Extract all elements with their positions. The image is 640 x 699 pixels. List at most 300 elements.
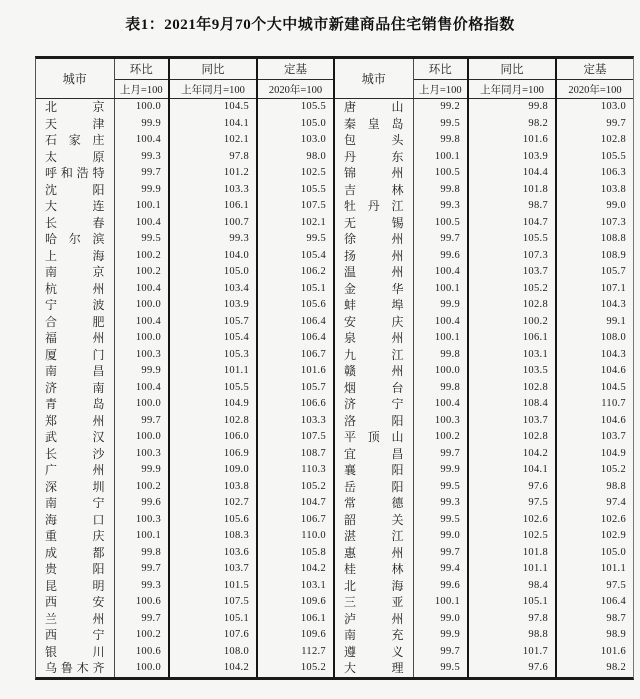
mom-value: 100.4 bbox=[413, 314, 468, 331]
base-value: 104.9 bbox=[600, 447, 626, 459]
mom-value: 100.4 bbox=[114, 380, 169, 397]
city-name: 上海 bbox=[36, 248, 114, 265]
city-name: 桂林 bbox=[335, 561, 413, 578]
city-name: 三亚 bbox=[335, 594, 413, 611]
mom-value: 100.3 bbox=[114, 512, 169, 529]
table-row bbox=[335, 446, 633, 463]
base-value: 104.7 bbox=[257, 495, 334, 512]
city-name: 南京 bbox=[36, 264, 114, 281]
mom-value: 99.9 bbox=[114, 363, 169, 380]
base-subheader: 2020年=100 bbox=[556, 80, 633, 99]
base-subheader: 2020年=100 bbox=[257, 80, 334, 99]
table-row bbox=[36, 281, 334, 298]
yoy-value: 97.6 bbox=[468, 660, 556, 677]
mom-value: 100.3 bbox=[114, 347, 169, 364]
base-value: 109.6 bbox=[257, 594, 334, 611]
mom-value: 100.6 bbox=[114, 594, 169, 611]
yoy-value: 102.5 bbox=[468, 528, 556, 545]
city-name: 银川 bbox=[36, 644, 114, 661]
table-row bbox=[335, 462, 633, 479]
yoy-value: 105.5 bbox=[468, 231, 556, 248]
city-name: 福州 bbox=[36, 330, 114, 347]
mom-value: 100.3 bbox=[413, 413, 468, 430]
base-value: 99.7 bbox=[606, 117, 626, 129]
mom-value: 99.0 bbox=[413, 528, 468, 545]
base-value: 98.9 bbox=[606, 629, 626, 640]
mom-value: 99.9 bbox=[413, 627, 468, 644]
table-row bbox=[335, 611, 633, 628]
table-row bbox=[335, 149, 633, 166]
base-value: 107.3 bbox=[600, 216, 626, 228]
base-value: 108.8 bbox=[600, 233, 626, 244]
city-name: 兰州 bbox=[36, 611, 114, 628]
base-value: 101.1 bbox=[600, 563, 626, 574]
table-row bbox=[36, 495, 334, 512]
table-row bbox=[36, 99, 334, 116]
mom-value: 100.4 bbox=[114, 281, 169, 298]
base-value: 99.0 bbox=[606, 200, 626, 211]
left-half-table bbox=[36, 59, 335, 677]
yoy-value: 106.9 bbox=[169, 446, 257, 463]
base-value: 102.1 bbox=[257, 215, 334, 232]
base-value: 106.4 bbox=[600, 596, 626, 607]
mom-value: 99.6 bbox=[413, 248, 468, 265]
yoy-value: 98.4 bbox=[468, 578, 556, 595]
city-name: 呼和浩特 bbox=[36, 165, 114, 182]
city-name: 合肥 bbox=[36, 314, 114, 331]
yoy-value: 97.5 bbox=[468, 495, 556, 512]
base-value: 110.0 bbox=[257, 528, 334, 545]
mom-value: 99.8 bbox=[413, 132, 468, 149]
table-row bbox=[36, 248, 334, 265]
city-name: 贵阳 bbox=[36, 561, 114, 578]
base-value: 102.9 bbox=[600, 530, 626, 541]
table-row bbox=[335, 594, 633, 611]
table-row bbox=[335, 363, 633, 380]
city-name: 太原 bbox=[36, 149, 114, 166]
base-value: 103.3 bbox=[257, 413, 334, 430]
city-name: 常德 bbox=[335, 495, 413, 512]
mom-value: 99.8 bbox=[413, 347, 468, 364]
mom-value: 99.0 bbox=[413, 611, 468, 628]
city-name: 金华 bbox=[335, 281, 413, 298]
yoy-value: 108.0 bbox=[169, 644, 257, 661]
mom-value: 99.3 bbox=[413, 198, 468, 215]
base-value: 108.9 bbox=[600, 249, 626, 261]
mom-value: 99.5 bbox=[413, 479, 468, 496]
base-value: 105.5 bbox=[257, 99, 334, 116]
base-value: 98.2 bbox=[606, 662, 626, 673]
city-name: 宁波 bbox=[36, 297, 114, 314]
mom-value: 100.4 bbox=[114, 132, 169, 149]
base-value: 105.7 bbox=[257, 380, 334, 397]
city-name: 南充 bbox=[335, 627, 413, 644]
city-name: 成都 bbox=[36, 545, 114, 562]
yoy-value: 108.3 bbox=[169, 528, 257, 545]
table-row bbox=[335, 132, 633, 149]
mom-value: 100.2 bbox=[413, 429, 468, 446]
table-row bbox=[335, 396, 633, 413]
yoy-column-header: 同比 bbox=[169, 59, 257, 80]
yoy-value: 103.7 bbox=[468, 413, 556, 430]
base-value: 107.1 bbox=[600, 282, 626, 294]
city-name: 南宁 bbox=[36, 495, 114, 512]
city-name: 牡丹江 bbox=[335, 198, 413, 215]
city-name: 乌鲁木齐 bbox=[36, 660, 114, 677]
base-value: 102.6 bbox=[600, 513, 626, 525]
table-row bbox=[335, 281, 633, 298]
table-row bbox=[36, 231, 334, 248]
city-name: 深圳 bbox=[36, 479, 114, 496]
city-name: 重庆 bbox=[36, 528, 114, 545]
yoy-value: 106.1 bbox=[468, 330, 556, 347]
mom-value: 99.7 bbox=[114, 611, 169, 628]
mom-value: 99.2 bbox=[413, 99, 468, 116]
mom-value: 99.8 bbox=[413, 182, 468, 199]
yoy-value: 105.2 bbox=[468, 281, 556, 298]
mom-value: 99.6 bbox=[413, 578, 468, 595]
yoy-value: 102.8 bbox=[468, 429, 556, 446]
table-row bbox=[335, 429, 633, 446]
base-value: 98.7 bbox=[606, 612, 626, 624]
mom-value: 100.0 bbox=[114, 660, 169, 677]
city-name: 唐山 bbox=[335, 99, 413, 116]
mom-value: 100.5 bbox=[413, 165, 468, 182]
mom-value: 100.0 bbox=[114, 429, 169, 446]
table-row bbox=[36, 264, 334, 281]
city-name: 包头 bbox=[335, 132, 413, 149]
table-row bbox=[335, 182, 633, 199]
table-row bbox=[335, 495, 633, 512]
yoy-value: 100.2 bbox=[468, 314, 556, 331]
mom-value: 99.5 bbox=[413, 116, 468, 133]
mom-subheader: 上月=100 bbox=[413, 80, 468, 99]
table-row bbox=[36, 165, 334, 182]
yoy-value: 104.1 bbox=[468, 462, 556, 479]
base-value: 105.2 bbox=[600, 464, 626, 475]
base-value: 110.3 bbox=[257, 462, 334, 479]
mom-value: 100.4 bbox=[413, 264, 468, 281]
base-value: 107.5 bbox=[257, 429, 334, 446]
yoy-value: 103.3 bbox=[169, 182, 257, 199]
yoy-value: 105.3 bbox=[169, 347, 257, 364]
yoy-value: 103.7 bbox=[468, 264, 556, 281]
city-name: 湛江 bbox=[335, 528, 413, 545]
city-name: 安庆 bbox=[335, 314, 413, 331]
mom-value: 99.7 bbox=[413, 231, 468, 248]
yoy-value: 103.6 bbox=[169, 545, 257, 562]
city-name: 济南 bbox=[36, 380, 114, 397]
city-column-header: 城市 bbox=[36, 59, 114, 99]
mom-value: 99.9 bbox=[114, 182, 169, 199]
base-column-header: 定基 bbox=[257, 59, 334, 80]
table-row bbox=[335, 545, 633, 562]
mom-value: 100.0 bbox=[114, 330, 169, 347]
mom-value: 99.5 bbox=[413, 512, 468, 529]
yoy-value: 105.0 bbox=[169, 264, 257, 281]
yoy-value: 105.1 bbox=[169, 611, 257, 628]
table-row bbox=[335, 264, 633, 281]
table-row bbox=[36, 297, 334, 314]
yoy-value: 104.9 bbox=[169, 396, 257, 413]
yoy-value: 98.7 bbox=[468, 198, 556, 215]
table-row bbox=[36, 578, 334, 595]
yoy-value: 104.5 bbox=[169, 99, 257, 116]
mom-value: 100.2 bbox=[114, 264, 169, 281]
mom-value: 100.6 bbox=[114, 644, 169, 661]
yoy-value: 106.1 bbox=[169, 198, 257, 215]
base-value: 105.7 bbox=[600, 266, 626, 277]
table-row bbox=[36, 446, 334, 463]
table-row bbox=[36, 363, 334, 380]
yoy-value: 99.3 bbox=[169, 231, 257, 248]
mom-value: 100.0 bbox=[114, 396, 169, 413]
mom-value: 100.1 bbox=[413, 330, 468, 347]
yoy-value: 103.5 bbox=[468, 363, 556, 380]
city-name: 青岛 bbox=[36, 396, 114, 413]
table-row bbox=[335, 380, 633, 397]
city-name: 惠州 bbox=[335, 545, 413, 562]
yoy-value: 106.0 bbox=[169, 429, 257, 446]
base-value: 105.4 bbox=[257, 248, 334, 265]
base-value: 106.3 bbox=[600, 167, 626, 178]
city-name: 温州 bbox=[335, 264, 413, 281]
city-name: 烟台 bbox=[335, 380, 413, 397]
base-value: 109.6 bbox=[257, 627, 334, 644]
city-name: 海口 bbox=[36, 512, 114, 529]
mom-value: 100.2 bbox=[114, 627, 169, 644]
city-name: 岳阳 bbox=[335, 479, 413, 496]
mom-value: 99.3 bbox=[114, 149, 169, 166]
base-value: 97.4 bbox=[606, 497, 626, 508]
base-value: 108.0 bbox=[600, 332, 626, 343]
base-value: 105.5 bbox=[257, 182, 334, 199]
right-half-table bbox=[335, 59, 633, 677]
yoy-value: 104.7 bbox=[468, 215, 556, 232]
mom-value: 100.1 bbox=[413, 149, 468, 166]
table-row bbox=[335, 116, 633, 133]
table-row bbox=[36, 182, 334, 199]
city-name: 厦门 bbox=[36, 347, 114, 364]
city-name: 襄阳 bbox=[335, 462, 413, 479]
table-row bbox=[36, 132, 334, 149]
yoy-value: 97.8 bbox=[468, 611, 556, 628]
table-row bbox=[36, 594, 334, 611]
yoy-value: 109.0 bbox=[169, 462, 257, 479]
city-name: 洛阳 bbox=[335, 413, 413, 430]
table-row bbox=[36, 561, 334, 578]
yoy-value: 103.4 bbox=[169, 281, 257, 298]
city-name: 广州 bbox=[36, 462, 114, 479]
city-name: 长沙 bbox=[36, 446, 114, 463]
yoy-value: 104.1 bbox=[169, 116, 257, 133]
city-name: 天津 bbox=[36, 116, 114, 133]
mom-column-header: 环比 bbox=[114, 59, 169, 80]
table-row bbox=[335, 165, 633, 182]
mom-value: 100.1 bbox=[413, 281, 468, 298]
city-name: 郑州 bbox=[36, 413, 114, 430]
table-row bbox=[335, 297, 633, 314]
base-value: 102.8 bbox=[600, 134, 626, 145]
base-value: 102.5 bbox=[257, 165, 334, 182]
table-row bbox=[335, 215, 633, 232]
right-table-body bbox=[335, 99, 633, 677]
table-row bbox=[36, 644, 334, 661]
yoy-value: 105.4 bbox=[169, 330, 257, 347]
table-row bbox=[36, 611, 334, 628]
city-name: 南昌 bbox=[36, 363, 114, 380]
mom-value: 99.5 bbox=[413, 660, 468, 677]
mom-value: 99.9 bbox=[413, 462, 468, 479]
base-value: 106.7 bbox=[257, 347, 334, 364]
city-name: 泉州 bbox=[335, 330, 413, 347]
city-name: 扬州 bbox=[335, 248, 413, 265]
city-name: 杭州 bbox=[36, 281, 114, 298]
city-name: 九江 bbox=[335, 347, 413, 364]
base-value: 106.4 bbox=[257, 314, 334, 331]
yoy-value: 101.8 bbox=[468, 545, 556, 562]
city-name: 济宁 bbox=[335, 396, 413, 413]
base-value: 105.5 bbox=[600, 150, 626, 162]
table-row bbox=[335, 248, 633, 265]
yoy-value: 98.2 bbox=[468, 116, 556, 133]
city-name: 沈阳 bbox=[36, 182, 114, 199]
city-name: 吉林 bbox=[335, 182, 413, 199]
table-row bbox=[36, 627, 334, 644]
table-row bbox=[335, 644, 633, 661]
city-name: 遵义 bbox=[335, 644, 413, 661]
yoy-value: 101.1 bbox=[169, 363, 257, 380]
base-value: 101.6 bbox=[257, 363, 334, 380]
yoy-value: 107.6 bbox=[169, 627, 257, 644]
city-name: 长春 bbox=[36, 215, 114, 232]
mom-value: 100.0 bbox=[114, 297, 169, 314]
table-row bbox=[335, 347, 633, 364]
yoy-value: 105.6 bbox=[169, 512, 257, 529]
yoy-value: 103.8 bbox=[169, 479, 257, 496]
city-name: 武汉 bbox=[36, 429, 114, 446]
base-value: 104.2 bbox=[257, 561, 334, 578]
city-name: 宜昌 bbox=[335, 446, 413, 463]
table-row bbox=[36, 429, 334, 446]
mom-value: 100.4 bbox=[114, 314, 169, 331]
city-name: 哈尔滨 bbox=[36, 231, 114, 248]
city-name: 泸州 bbox=[335, 611, 413, 628]
yoy-value: 107.5 bbox=[169, 594, 257, 611]
base-value: 98.8 bbox=[606, 480, 626, 492]
base-value: 103.0 bbox=[257, 132, 334, 149]
city-name: 韶关 bbox=[335, 512, 413, 529]
table-row bbox=[335, 231, 633, 248]
base-value: 105.6 bbox=[257, 297, 334, 314]
mom-value: 99.7 bbox=[114, 413, 169, 430]
mom-value: 100.4 bbox=[413, 396, 468, 413]
mom-value: 99.3 bbox=[114, 578, 169, 595]
yoy-value: 104.4 bbox=[468, 165, 556, 182]
city-name: 无锡 bbox=[335, 215, 413, 232]
yoy-value: 99.8 bbox=[468, 99, 556, 116]
table-row bbox=[36, 347, 334, 364]
yoy-value: 104.2 bbox=[468, 446, 556, 463]
mom-value: 99.9 bbox=[114, 462, 169, 479]
price-index-table bbox=[35, 56, 634, 680]
mom-subheader: 上月=100 bbox=[114, 80, 169, 99]
yoy-value: 101.6 bbox=[468, 132, 556, 149]
mom-value: 99.5 bbox=[114, 231, 169, 248]
table-row bbox=[36, 545, 334, 562]
table-row bbox=[335, 314, 633, 331]
table-row bbox=[36, 116, 334, 133]
city-name: 昆明 bbox=[36, 578, 114, 595]
mom-value: 99.8 bbox=[413, 380, 468, 397]
mom-value: 100.2 bbox=[114, 248, 169, 265]
yoy-value: 105.1 bbox=[468, 594, 556, 611]
mom-value: 100.1 bbox=[114, 528, 169, 545]
yoy-value: 102.8 bbox=[169, 413, 257, 430]
mom-value: 100.0 bbox=[413, 363, 468, 380]
city-name: 秦皇岛 bbox=[335, 116, 413, 133]
base-value: 104.5 bbox=[600, 381, 626, 393]
base-value: 104.3 bbox=[600, 299, 626, 310]
mom-value: 99.8 bbox=[114, 545, 169, 562]
city-name: 平顶山 bbox=[335, 429, 413, 446]
yoy-value: 105.7 bbox=[169, 314, 257, 331]
yoy-value: 100.7 bbox=[169, 215, 257, 232]
base-value: 108.7 bbox=[257, 446, 334, 463]
base-value: 104.6 bbox=[600, 414, 626, 426]
yoy-value: 103.7 bbox=[169, 561, 257, 578]
yoy-value: 101.8 bbox=[468, 182, 556, 199]
base-value: 105.2 bbox=[257, 660, 334, 677]
city-name: 丹东 bbox=[335, 149, 413, 166]
base-value: 106.1 bbox=[257, 611, 334, 628]
base-value: 101.6 bbox=[600, 645, 626, 657]
table-row bbox=[335, 198, 633, 215]
mom-value: 100.3 bbox=[114, 446, 169, 463]
base-value: 104.6 bbox=[600, 365, 626, 376]
yoy-value: 103.9 bbox=[468, 149, 556, 166]
city-name: 大连 bbox=[36, 198, 114, 215]
mom-value: 100.1 bbox=[114, 198, 169, 215]
mom-value: 99.7 bbox=[114, 165, 169, 182]
table-title: 表1：2021年9月70个大中城市新建商品住宅销售价格指数 bbox=[125, 17, 515, 33]
left-table-body bbox=[36, 99, 334, 677]
mom-value: 99.3 bbox=[413, 495, 468, 512]
table-row bbox=[335, 99, 633, 116]
yoy-value: 102.8 bbox=[468, 380, 556, 397]
yoy-value: 98.8 bbox=[468, 627, 556, 644]
mom-value: 100.2 bbox=[114, 479, 169, 496]
table-row bbox=[36, 149, 334, 166]
yoy-subheader: 上年同月=100 bbox=[468, 80, 556, 99]
yoy-subheader: 上年同月=100 bbox=[169, 80, 257, 99]
table-row bbox=[335, 528, 633, 545]
base-value: 105.0 bbox=[257, 116, 334, 133]
base-value: 105.2 bbox=[257, 479, 334, 496]
yoy-value: 102.1 bbox=[169, 132, 257, 149]
mom-value: 99.7 bbox=[413, 644, 468, 661]
base-value: 106.7 bbox=[257, 512, 334, 529]
yoy-value: 108.4 bbox=[468, 396, 556, 413]
base-value: 106.4 bbox=[257, 330, 334, 347]
table-row bbox=[36, 198, 334, 215]
city-name: 徐州 bbox=[335, 231, 413, 248]
table-row bbox=[36, 380, 334, 397]
table-row bbox=[335, 330, 633, 347]
base-value: 97.5 bbox=[606, 579, 626, 591]
table-row bbox=[335, 578, 633, 595]
yoy-value: 103.1 bbox=[468, 347, 556, 364]
